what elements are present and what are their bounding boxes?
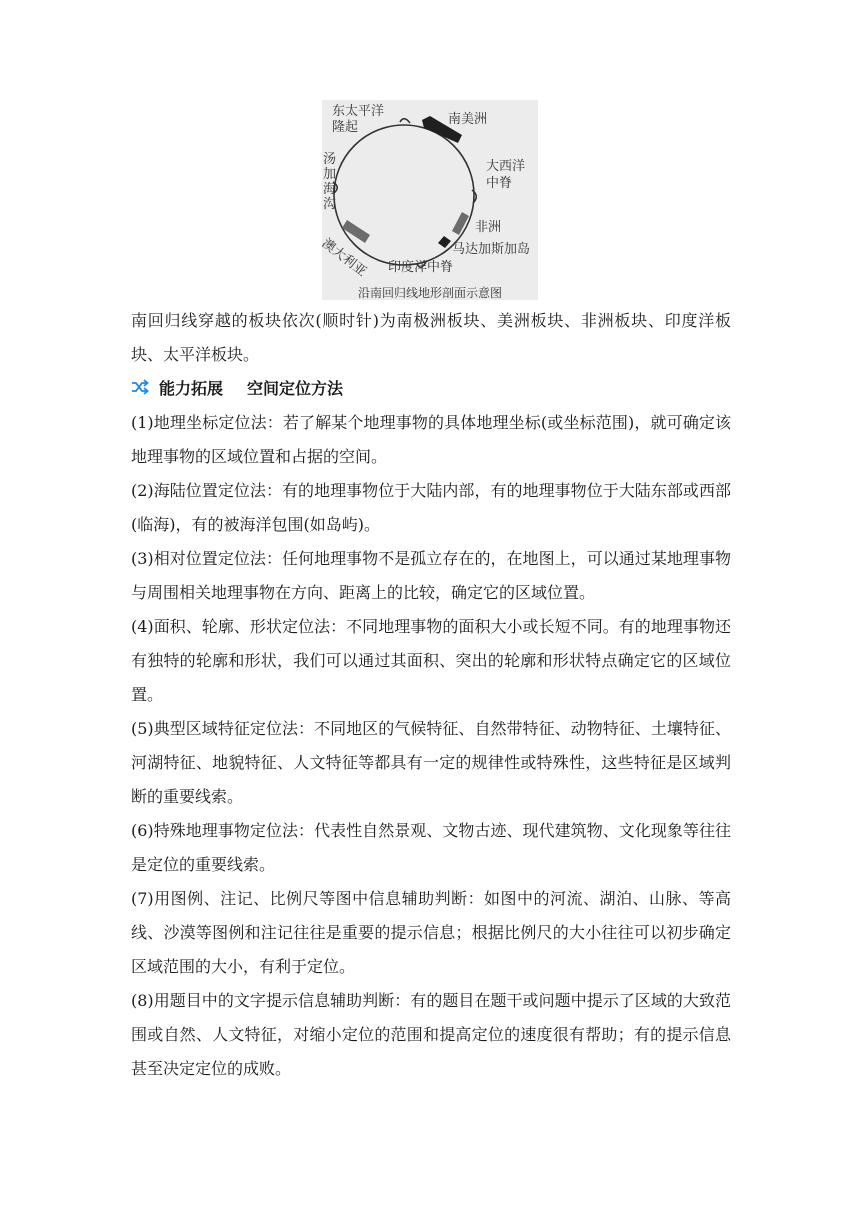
list-item: (1)地理坐标定位法：若了解某个地理事物的具体地理坐标(或坐标范围)，就可确定该地理事物的区域位置和占据的空间。 [131,413,731,466]
label-south-america: 南美洲 [448,112,488,127]
items-list [131,406,731,1086]
label-australia: 澳大利亚 [318,236,369,280]
list-item: (3)相对位置定位法：任何地理事物不是孤立存在的，在地图上，可以通过某地理事物与周围相关地理事物在方向、距离上的比较，确定它的区域位置。 [131,549,731,602]
label-indian-ridge: 印度洋中脊 [388,260,454,275]
intro-text: 南回归线穿越的板块依次(顺时针)为南极洲板块、美洲板块、非洲板块、印度洋板块、太平洋板块。 [131,311,731,364]
label-madagascar: 马达加斯加岛 [452,242,531,257]
label-east-pacific-rise: 东太平洋隆起 [332,104,385,135]
section-title: 空间定位方法 [247,378,344,398]
list-item: (5)典型区域特征定位法：不同地区的气候特征、自然带特征、动物特征、土壤特征、河湖特征、地貌特征、人文特征等都具有一定的规律性或特殊性，这些特征是区域判断的重要线索。 [131,719,731,806]
shuffle-icon [131,378,149,396]
section-heading [131,372,343,402]
rise-bump [400,119,410,123]
label-africa: 非洲 [475,220,502,235]
label-tonga-trench: 汤加海沟 [323,152,337,212]
list-item: (2)海陆位置定位法：有的地理事物位于大陆内部，有的地理事物位于大陆东部或西部(临海)，有的被海洋包围(如岛屿)。 [131,481,731,534]
madagascar-block [438,236,451,248]
section-label: 能力拓展 [159,378,224,398]
profile-figure [318,100,538,300]
intro-paragraph [131,304,731,372]
list-item: (8)用题目中的文字提示信息辅助判断：有的题目在题干或问题中提示了区域的大致范围或自然、人文特征，对缩小定位的范围和提高定位的速度很有帮助；有的提示信息甚至决定定位的成败。 [131,991,731,1078]
figure-caption: 沿南回归线地形剖面示意图 [357,286,502,300]
australia-block [342,220,370,243]
list-item: (4)面积、轮廓、形状定位法：不同地理事物的面积大小或长短不同。有的地理事物还有独特的轮廓和形状，我们可以通过其面积、突出的轮廓和形状特点确定它的区域位置。 [131,617,731,704]
list-item: (7)用图例、注记、比例尺等图中信息辅助判断：如图中的河流、湖泊、山脉、等高线、沙漠等图例和注记往往是重要的提示信息；根据比例尺的大小往往可以初步确定区域范围的大小，有利于定位。 [131,889,731,976]
africa-block [452,212,469,235]
list-item: (6)特殊地理事物定位法：代表性自然景观、文物古迹、现代建筑物、文化现象等往往是定位的重要线索。 [131,821,731,874]
label-atlantic-ridge: 大西洋中脊 [486,159,526,191]
